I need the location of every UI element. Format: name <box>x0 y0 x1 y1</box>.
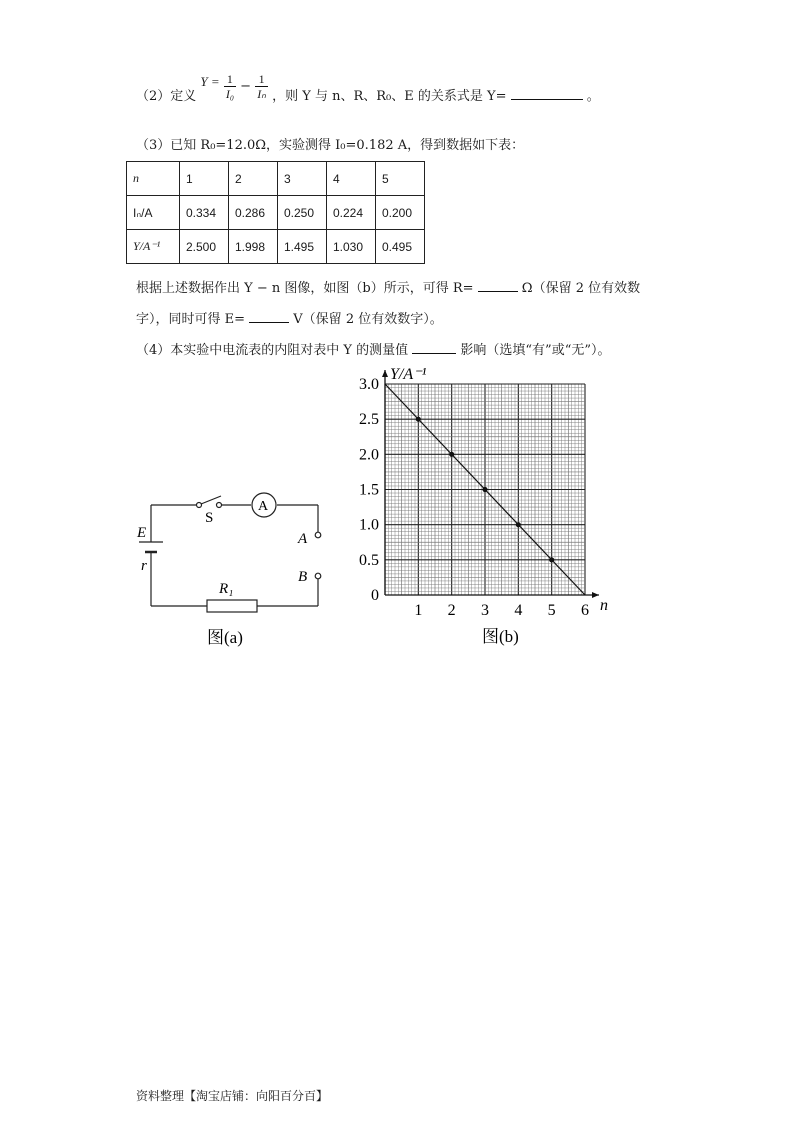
y-n-chart <box>340 360 630 660</box>
footer-text: 资料整理【淘宝店铺：向阳百分百】 <box>136 1089 329 1103</box>
x-tick-label: 4 <box>514 602 523 619</box>
q3-e-blank[interactable] <box>249 322 289 323</box>
x-tick-label: 2 <box>447 602 456 619</box>
emf-label: E <box>137 525 147 541</box>
q2-line: （2）定义 Y = $\frac{1}{\text{I₀}}$ − $\frac{1}{\text{Iₙ}}$ ，则 Y 与 n、R、R₀、E 的关系式是 Y= 。 <box>136 72 600 104</box>
ammeter-label: A <box>258 499 269 514</box>
chart-ylabel: Y/A⁻¹ <box>390 366 427 383</box>
x-tick-label: 5 <box>547 602 556 619</box>
terminal-b-label: B <box>298 569 308 585</box>
y-axis-arrow <box>382 370 388 377</box>
resistor-label: R₁ <box>219 581 234 597</box>
y-tick-label: 3.0 <box>359 376 379 393</box>
q2-y-eq: Y = <box>200 74 220 89</box>
q3-r-blank[interactable] <box>478 291 518 292</box>
data-point <box>482 487 487 492</box>
table-row: Iₙ/A 0.334 0.286 0.250 0.224 0.200 <box>127 196 425 230</box>
x-tick-label: 1 <box>414 602 423 619</box>
chart-axes <box>382 370 599 598</box>
q3-intro: （3）已知 R₀=12.0Ω，实验测得 I₀=0.182 A，得到数据如下表： <box>136 138 525 153</box>
q3-line-3: 字），同时可得 E= V（保留 2 位有效数字）。 <box>136 312 443 327</box>
q3-line-2: 根据上述数据作出 Y − n 图像，如图（b）所示，可得 R= Ω（保留 2 位有效数 <box>136 281 641 296</box>
y-tick-label: 1.5 <box>359 481 379 499</box>
y-tick-label: 0.5 <box>359 551 379 569</box>
y-tick-label: 1.0 <box>359 516 379 534</box>
q2-fraction-1: $\frac{1}{\text{I₀}}$ <box>225 72 234 101</box>
q2-label: （2）定义 <box>136 89 197 104</box>
q4-answer-blank[interactable] <box>412 353 456 354</box>
figure-a-caption: 图(a) <box>207 628 243 647</box>
y-tick-label: 2.5 <box>359 411 379 429</box>
table-row: n 1 2 3 4 5 <box>127 162 425 196</box>
y-tick-label: 0 <box>371 587 379 604</box>
table-row: Y/A⁻¹ 2.500 1.998 1.495 1.030 0.495 <box>127 230 425 264</box>
x-axis-arrow <box>592 592 599 598</box>
data-point <box>416 417 421 422</box>
q2-answer-blank[interactable] <box>511 99 583 100</box>
data-point <box>516 522 521 527</box>
circuit-diagram <box>125 480 335 665</box>
y-tick-label: 2.0 <box>359 446 379 464</box>
chart-xlabel: n <box>600 597 608 614</box>
x-tick-label: 6 <box>581 602 589 619</box>
q2-minus: − <box>240 79 252 94</box>
switch-label: S <box>205 510 214 526</box>
data-point <box>449 452 454 457</box>
internal-r-label: r <box>141 558 147 574</box>
q2-text: ，则 Y 与 n、R、R₀、E 的关系式是 Y= <box>272 89 507 104</box>
x-tick-label: 3 <box>481 602 489 619</box>
q2-fraction-2: $\frac{1}{\text{Iₙ}}$ <box>257 72 266 101</box>
data-point <box>549 557 554 562</box>
q4-line: （4）本实验中电流表的内阻对表中 Y 的测量值 影响（选填“有”或“无”）。 <box>136 343 611 358</box>
data-table <box>126 161 425 264</box>
chart-labels <box>359 376 589 619</box>
terminal-a-label: A <box>298 531 308 547</box>
figure-b-caption: 图(b) <box>482 627 519 646</box>
